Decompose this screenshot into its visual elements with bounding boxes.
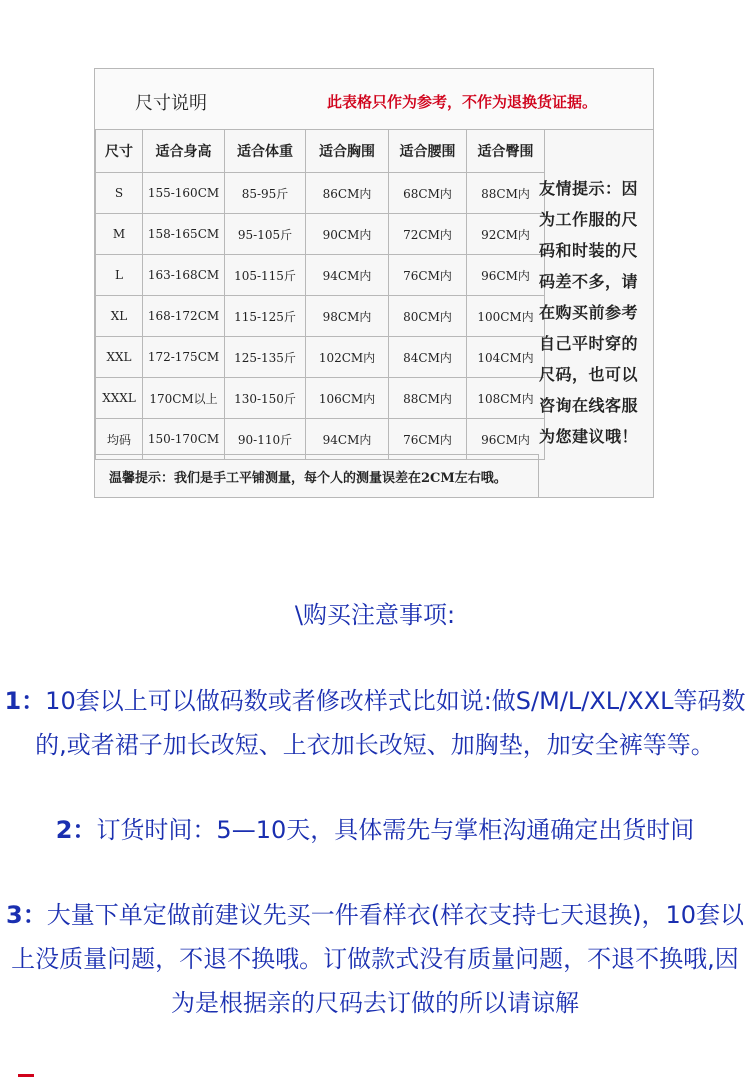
- size-cell: L: [96, 255, 143, 296]
- size-cell: XL: [96, 296, 143, 337]
- notice-item-3-text: 大量下单定做前建议先买一件看样衣(样衣支持七天退换)，10套以上没质量问题，不退不换哦。订做款式没有质量问题，不退不换哦,因为是根据亲的尺码去订做的所以请谅解: [11, 901, 744, 1017]
- notice-item-2: [0, 808, 750, 852]
- hip-cell: 96CM内: [467, 255, 545, 296]
- hip-cell: 96CM内: [467, 419, 545, 460]
- size-table-header-row: [96, 130, 545, 173]
- notice-item-1-number: 1：: [4, 687, 46, 715]
- chest-cell: 102CM内: [306, 337, 389, 378]
- weight-cell: 95-105斤: [225, 214, 306, 255]
- height-cell: 155-160CM: [143, 173, 225, 214]
- notice-item-1-text: 10套以上可以做码数或者修改样式比如说:做S/M/L/XL/XXL等码数的,或者裙子加长改短、上衣加长改短、加胸垫，加安全裤等等。: [35, 687, 746, 759]
- notice-item-1: [0, 679, 750, 767]
- size-cell: S: [96, 173, 143, 214]
- height-cell: 170CM以上: [143, 378, 225, 419]
- measurement-note: 温馨提示：我们是手工平铺测量，每个人的测量误差在2CM左右哦。: [109, 471, 507, 486]
- table-row: [96, 296, 545, 337]
- hip-cell: 104CM内: [467, 337, 545, 378]
- chest-cell: 94CM内: [306, 419, 389, 460]
- column-header-chest: 适合胸围: [306, 130, 389, 173]
- size-chart-header: [95, 69, 653, 130]
- notice-item-2-text: 订货时间：5—10天，具体需先与掌柜沟通确定出货时间: [96, 816, 695, 844]
- column-header-waist: 适合腰围: [389, 130, 467, 173]
- chest-cell: 98CM内: [306, 296, 389, 337]
- waist-cell: 88CM内: [389, 378, 467, 419]
- column-header-size: 尺寸: [96, 130, 143, 173]
- friendly-tip: 友情提示：因为工作服的尺码和时装的尺码差不多，请在购买前参考自己平时穿的尺码，也可以咨询在线客服为您建议哦！: [539, 179, 639, 446]
- weight-cell: 115-125斤: [225, 296, 306, 337]
- weight-cell: 90-110斤: [225, 419, 306, 460]
- height-cell: 168-172CM: [143, 296, 225, 337]
- table-row: [96, 255, 545, 296]
- table-row: [96, 173, 545, 214]
- bottom-divider-mark: [18, 1074, 34, 1077]
- table-row: [96, 337, 545, 378]
- table-row: [96, 214, 545, 255]
- size-chart-footer: [95, 454, 539, 498]
- waist-cell: 80CM内: [389, 296, 467, 337]
- size-cell: 均码: [96, 419, 143, 460]
- chest-cell: 86CM内: [306, 173, 389, 214]
- chest-cell: 94CM内: [306, 255, 389, 296]
- size-chart-card: [94, 68, 654, 498]
- purchase-notice-heading: \购买注意事项:: [294, 601, 456, 629]
- table-row: [96, 378, 545, 419]
- size-cell: XXL: [96, 337, 143, 378]
- hip-cell: 92CM内: [467, 214, 545, 255]
- notice-item-3: [0, 893, 750, 1025]
- chest-cell: 106CM内: [306, 378, 389, 419]
- size-cell: M: [96, 214, 143, 255]
- height-cell: 150-170CM: [143, 419, 225, 460]
- size-chart-disclaimer: 此表格只作为参考，不作为退换货证据。: [327, 93, 598, 111]
- hip-cell: 108CM内: [467, 378, 545, 419]
- column-header-height: 适合身高: [143, 130, 225, 173]
- size-chart-title: 尺寸说明: [135, 93, 207, 114]
- weight-cell: 130-150斤: [225, 378, 306, 419]
- waist-cell: 76CM内: [389, 255, 467, 296]
- waist-cell: 84CM内: [389, 337, 467, 378]
- height-cell: 163-168CM: [143, 255, 225, 296]
- weight-cell: 105-115斤: [225, 255, 306, 296]
- notice-item-2-number: 2：: [55, 816, 97, 844]
- waist-cell: 72CM内: [389, 214, 467, 255]
- size-cell: XXXL: [96, 378, 143, 419]
- notice-item-3-number: 3：: [6, 901, 47, 929]
- column-header-hip: 适合臀围: [467, 130, 545, 173]
- height-cell: 158-165CM: [143, 214, 225, 255]
- waist-cell: 68CM内: [389, 173, 467, 214]
- waist-cell: 76CM内: [389, 419, 467, 460]
- weight-cell: 85-95斤: [225, 173, 306, 214]
- hip-cell: 88CM内: [467, 173, 545, 214]
- chest-cell: 90CM内: [306, 214, 389, 255]
- size-table: [95, 129, 545, 460]
- height-cell: 172-175CM: [143, 337, 225, 378]
- hip-cell: 100CM内: [467, 296, 545, 337]
- column-header-weight: 适合体重: [225, 130, 306, 173]
- weight-cell: 125-135斤: [225, 337, 306, 378]
